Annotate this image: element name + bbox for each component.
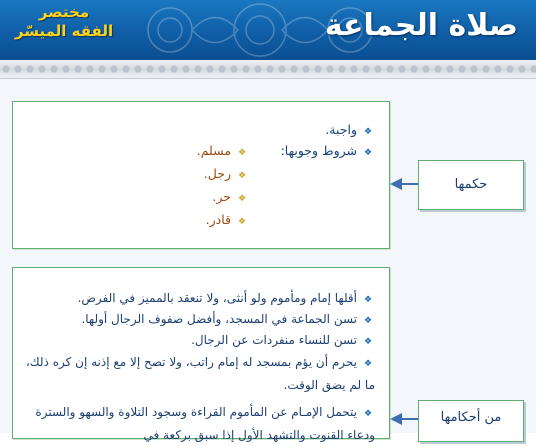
arrow-line	[400, 183, 420, 185]
list-item: ❖تسن الجماعة في المسجد، وأفضل صفوف الرجال أولها.	[23, 309, 375, 332]
diamond-bullet-icon: ❖	[363, 337, 373, 347]
condition-item: ❖ قادر.	[206, 212, 249, 227]
diamond-bullet-icon: ❖	[237, 217, 247, 227]
list-item: ❖يتحمل الإمـام عن المأموم القراءة وسجود التلاوة والسهو والسترة ودعاء القنوت والتشهد الأول إذا سبق بركعة في	[35, 405, 375, 442]
condition-item: ❖ رجل.	[204, 166, 249, 181]
condition-item: ❖ حر.	[212, 189, 249, 204]
list-item: ❖تسن للنساء منفردات عن الرجال.	[23, 330, 375, 353]
diamond-bullet-icon: ❖	[237, 194, 247, 204]
condition-item: ❖ مسلم.	[197, 143, 249, 158]
label-ahkam: من أحكامها	[418, 400, 524, 442]
diamond-bullet-icon: ❖	[237, 171, 247, 181]
ruling-item-obligatory: ❖ واجبة.	[325, 122, 375, 137]
header-banner	[0, 0, 536, 60]
ruling-item-conditions: ❖ شروط وجوبها:	[281, 143, 375, 158]
ruling-box	[12, 101, 390, 249]
left-arrow-icon	[390, 178, 402, 190]
left-arrow-icon	[390, 413, 402, 425]
list-item: ❖يحرم أن يؤم بمسجد له إمام راتب، ولا تصح إلا مع إذنه إن كره ذلك، ما لم يضق الوقت.	[25, 355, 375, 392]
diamond-bullet-icon: ❖	[363, 295, 373, 305]
book-label-line1: مختصر	[38, 3, 90, 21]
diamond-bullet-icon: ❖	[237, 148, 247, 158]
diamond-bullet-icon: ❖	[363, 127, 373, 137]
rulings-box	[12, 267, 390, 442]
label-hukm: حكمها	[418, 160, 524, 210]
diamond-bullet-icon: ❖	[363, 148, 373, 158]
arrow-line	[400, 418, 420, 420]
book-label-line2: الفقه الميسّر	[14, 22, 114, 40]
diamond-bullet-icon: ❖	[363, 316, 373, 326]
list-item: ❖أقلها إمام ومأموم ولو أنثى، ولا تنعقد بالمميز في الفرض.	[23, 288, 375, 311]
diamond-bullet-icon: ❖	[363, 409, 373, 419]
page-title: صلاة الجماعة	[324, 8, 518, 43]
ornament-divider	[0, 60, 536, 79]
book-label	[10, 3, 118, 41]
diamond-bullet-icon: ❖	[363, 359, 373, 369]
